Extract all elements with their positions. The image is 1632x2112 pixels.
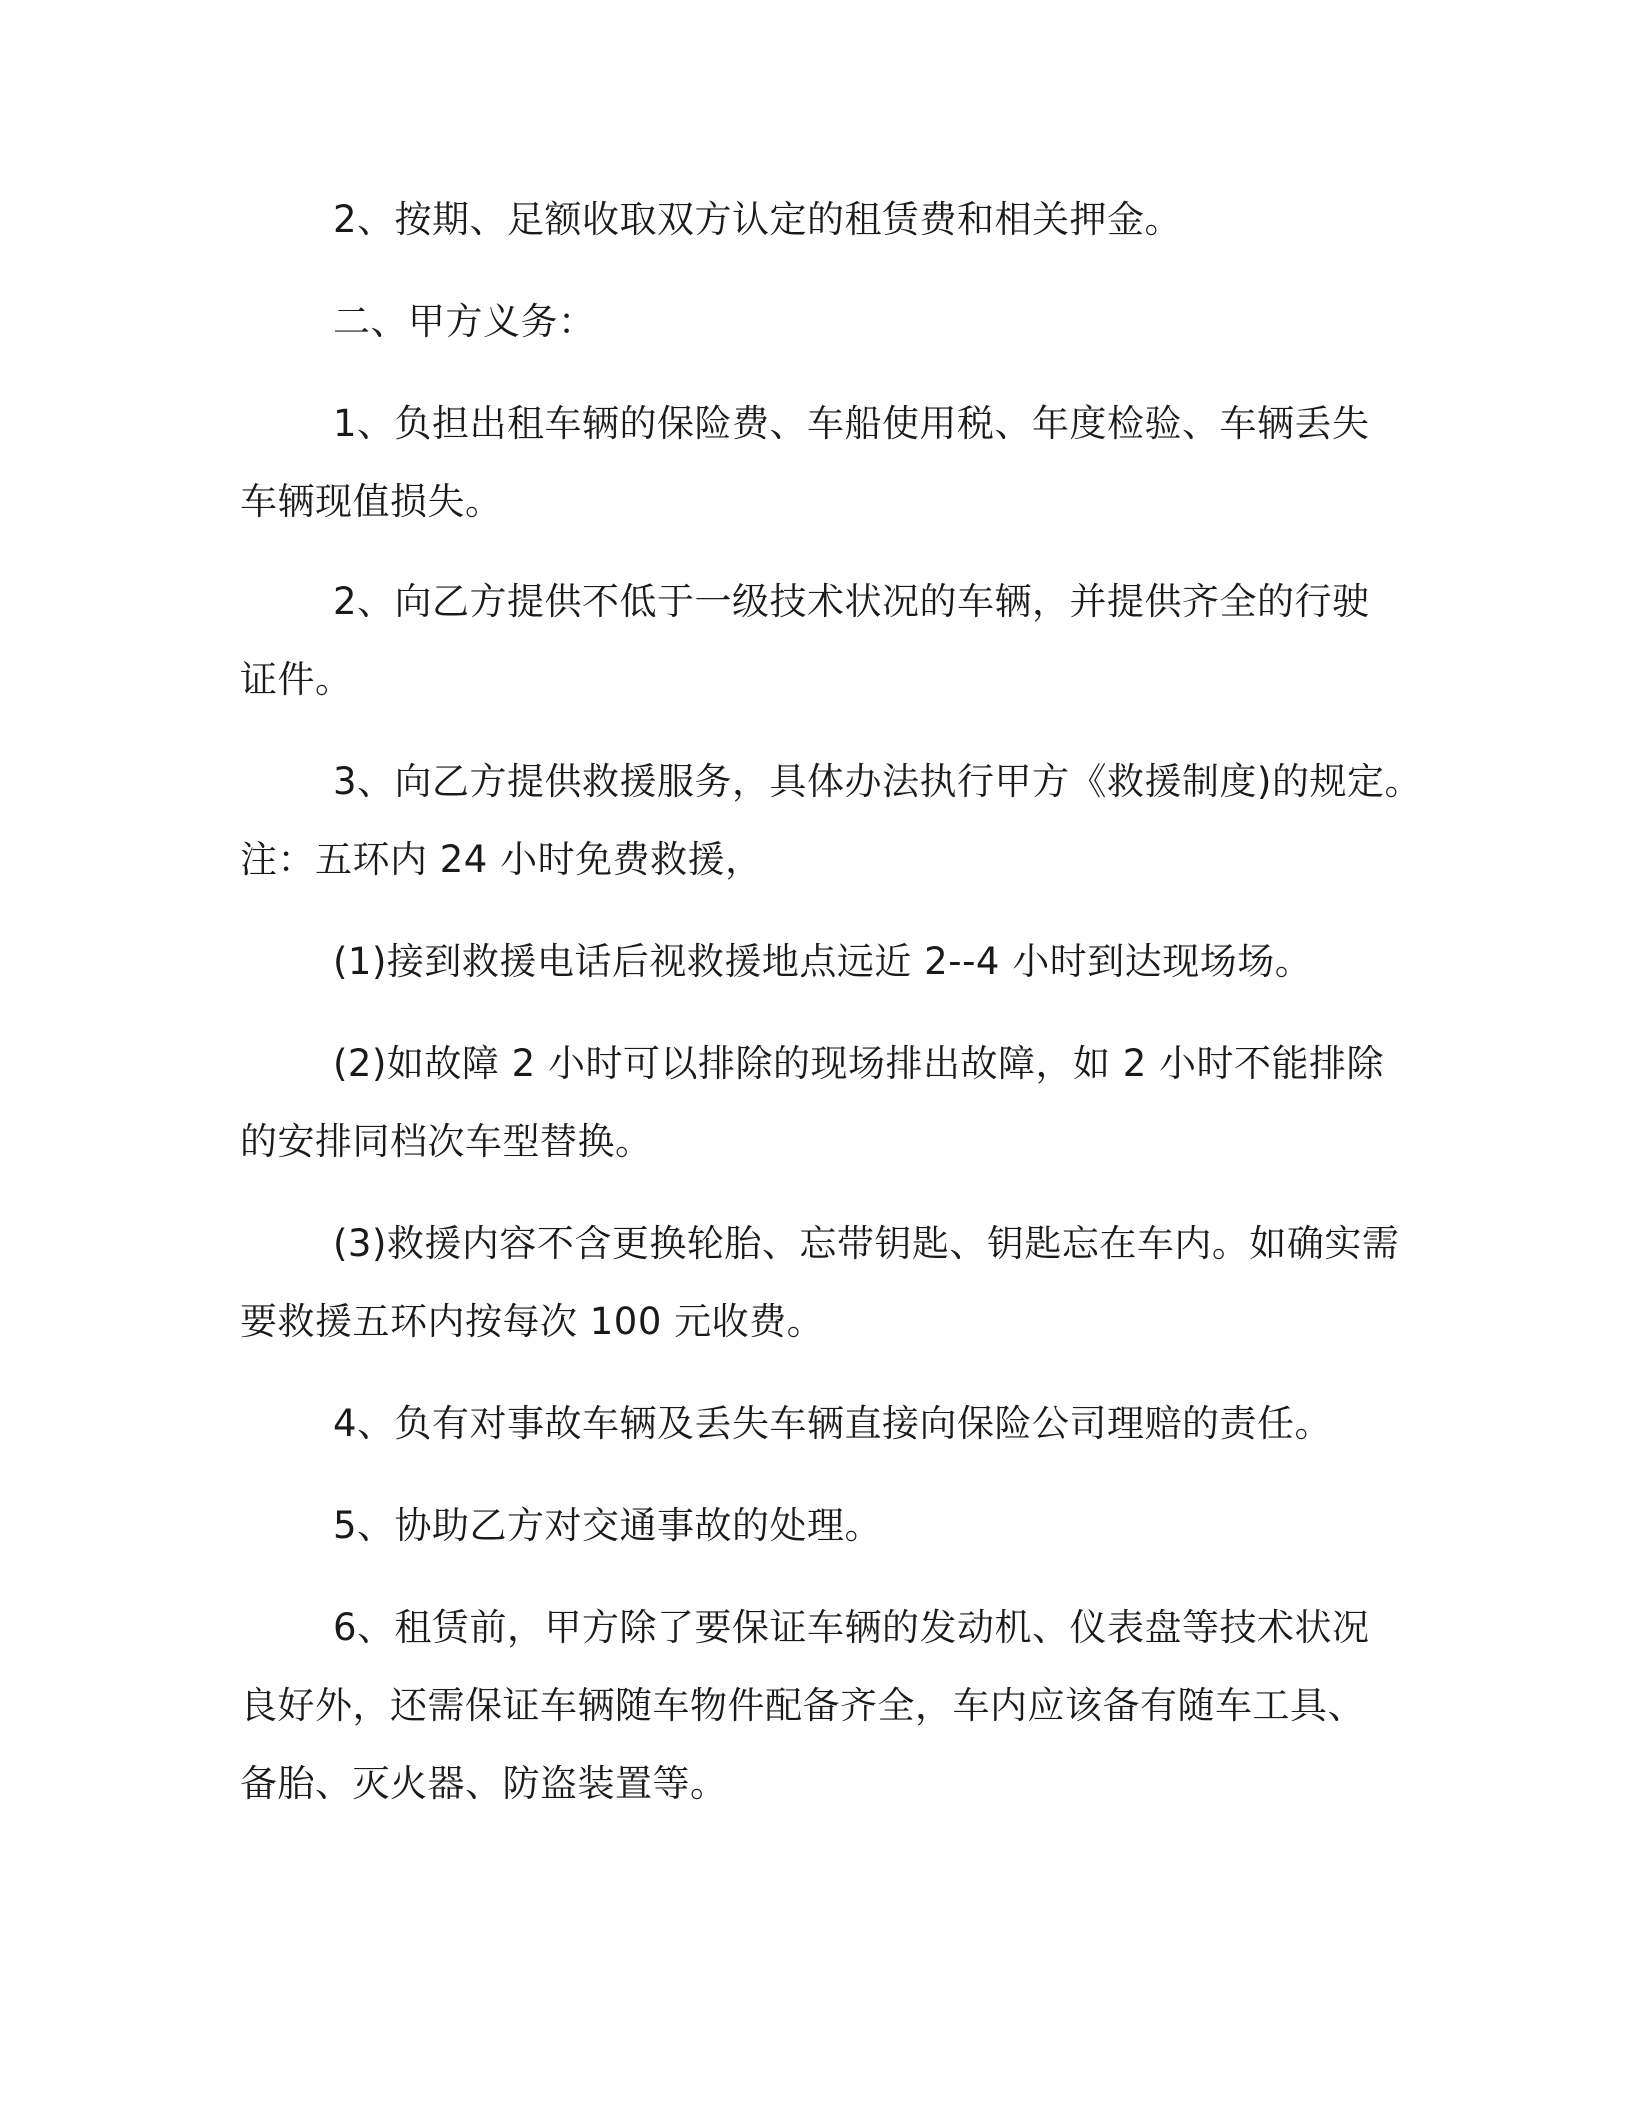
text-line: 1、负担出租车辆的保险费、车船使用税、年度检验、车辆丢失 [333,402,1370,445]
text-line: 要救援五环内按每次 100 元收费。 [240,1300,825,1343]
text-line: 6、租赁前，甲方除了要保证车辆的发动机、仪表盘等技术状况 [333,1606,1370,1649]
text-line: 车辆现值损失。 [240,480,503,523]
text-line: 备胎、灭火器、防盗装置等。 [240,1762,728,1805]
section-heading: 二、甲方义务： [333,300,596,343]
text-line: (3)救援内容不含更换轮胎、忘带钥匙、钥匙忘在车内。如确实需 [333,1222,1400,1265]
text-line: (2)如故障 2 小时可以排除的现场排出故障，如 2 小时不能排除 [333,1042,1385,1085]
text-line: 注：五环内 24 小时免费救援， [240,838,763,881]
text-line: 2、向乙方提供不低于一级技术状况的车辆，并提供齐全的行驶 [333,580,1370,623]
text-line: 5、协助乙方对交通事故的处理。 [333,1504,883,1547]
text-line: 证件。 [240,658,353,701]
text-line: 良好外，还需保证车辆随车物件配备齐全，车内应该备有随车工具、 [240,1684,1365,1727]
text-line: (1)接到救援电话后视救援地点远近 2--4 小时到达现场场。 [333,940,1313,983]
text-line: 2、按期、足额收取双方认定的租赁费和相关押金。 [333,198,1183,241]
text-line: 的安排同档次车型替换。 [240,1120,653,1163]
text-line: 4、负有对事故车辆及丢失车辆直接向保险公司理赔的责任。 [333,1402,1333,1445]
text-line: 3、向乙方提供救援服务，具体办法执行甲方《救援制度)的规定。 [333,760,1422,803]
